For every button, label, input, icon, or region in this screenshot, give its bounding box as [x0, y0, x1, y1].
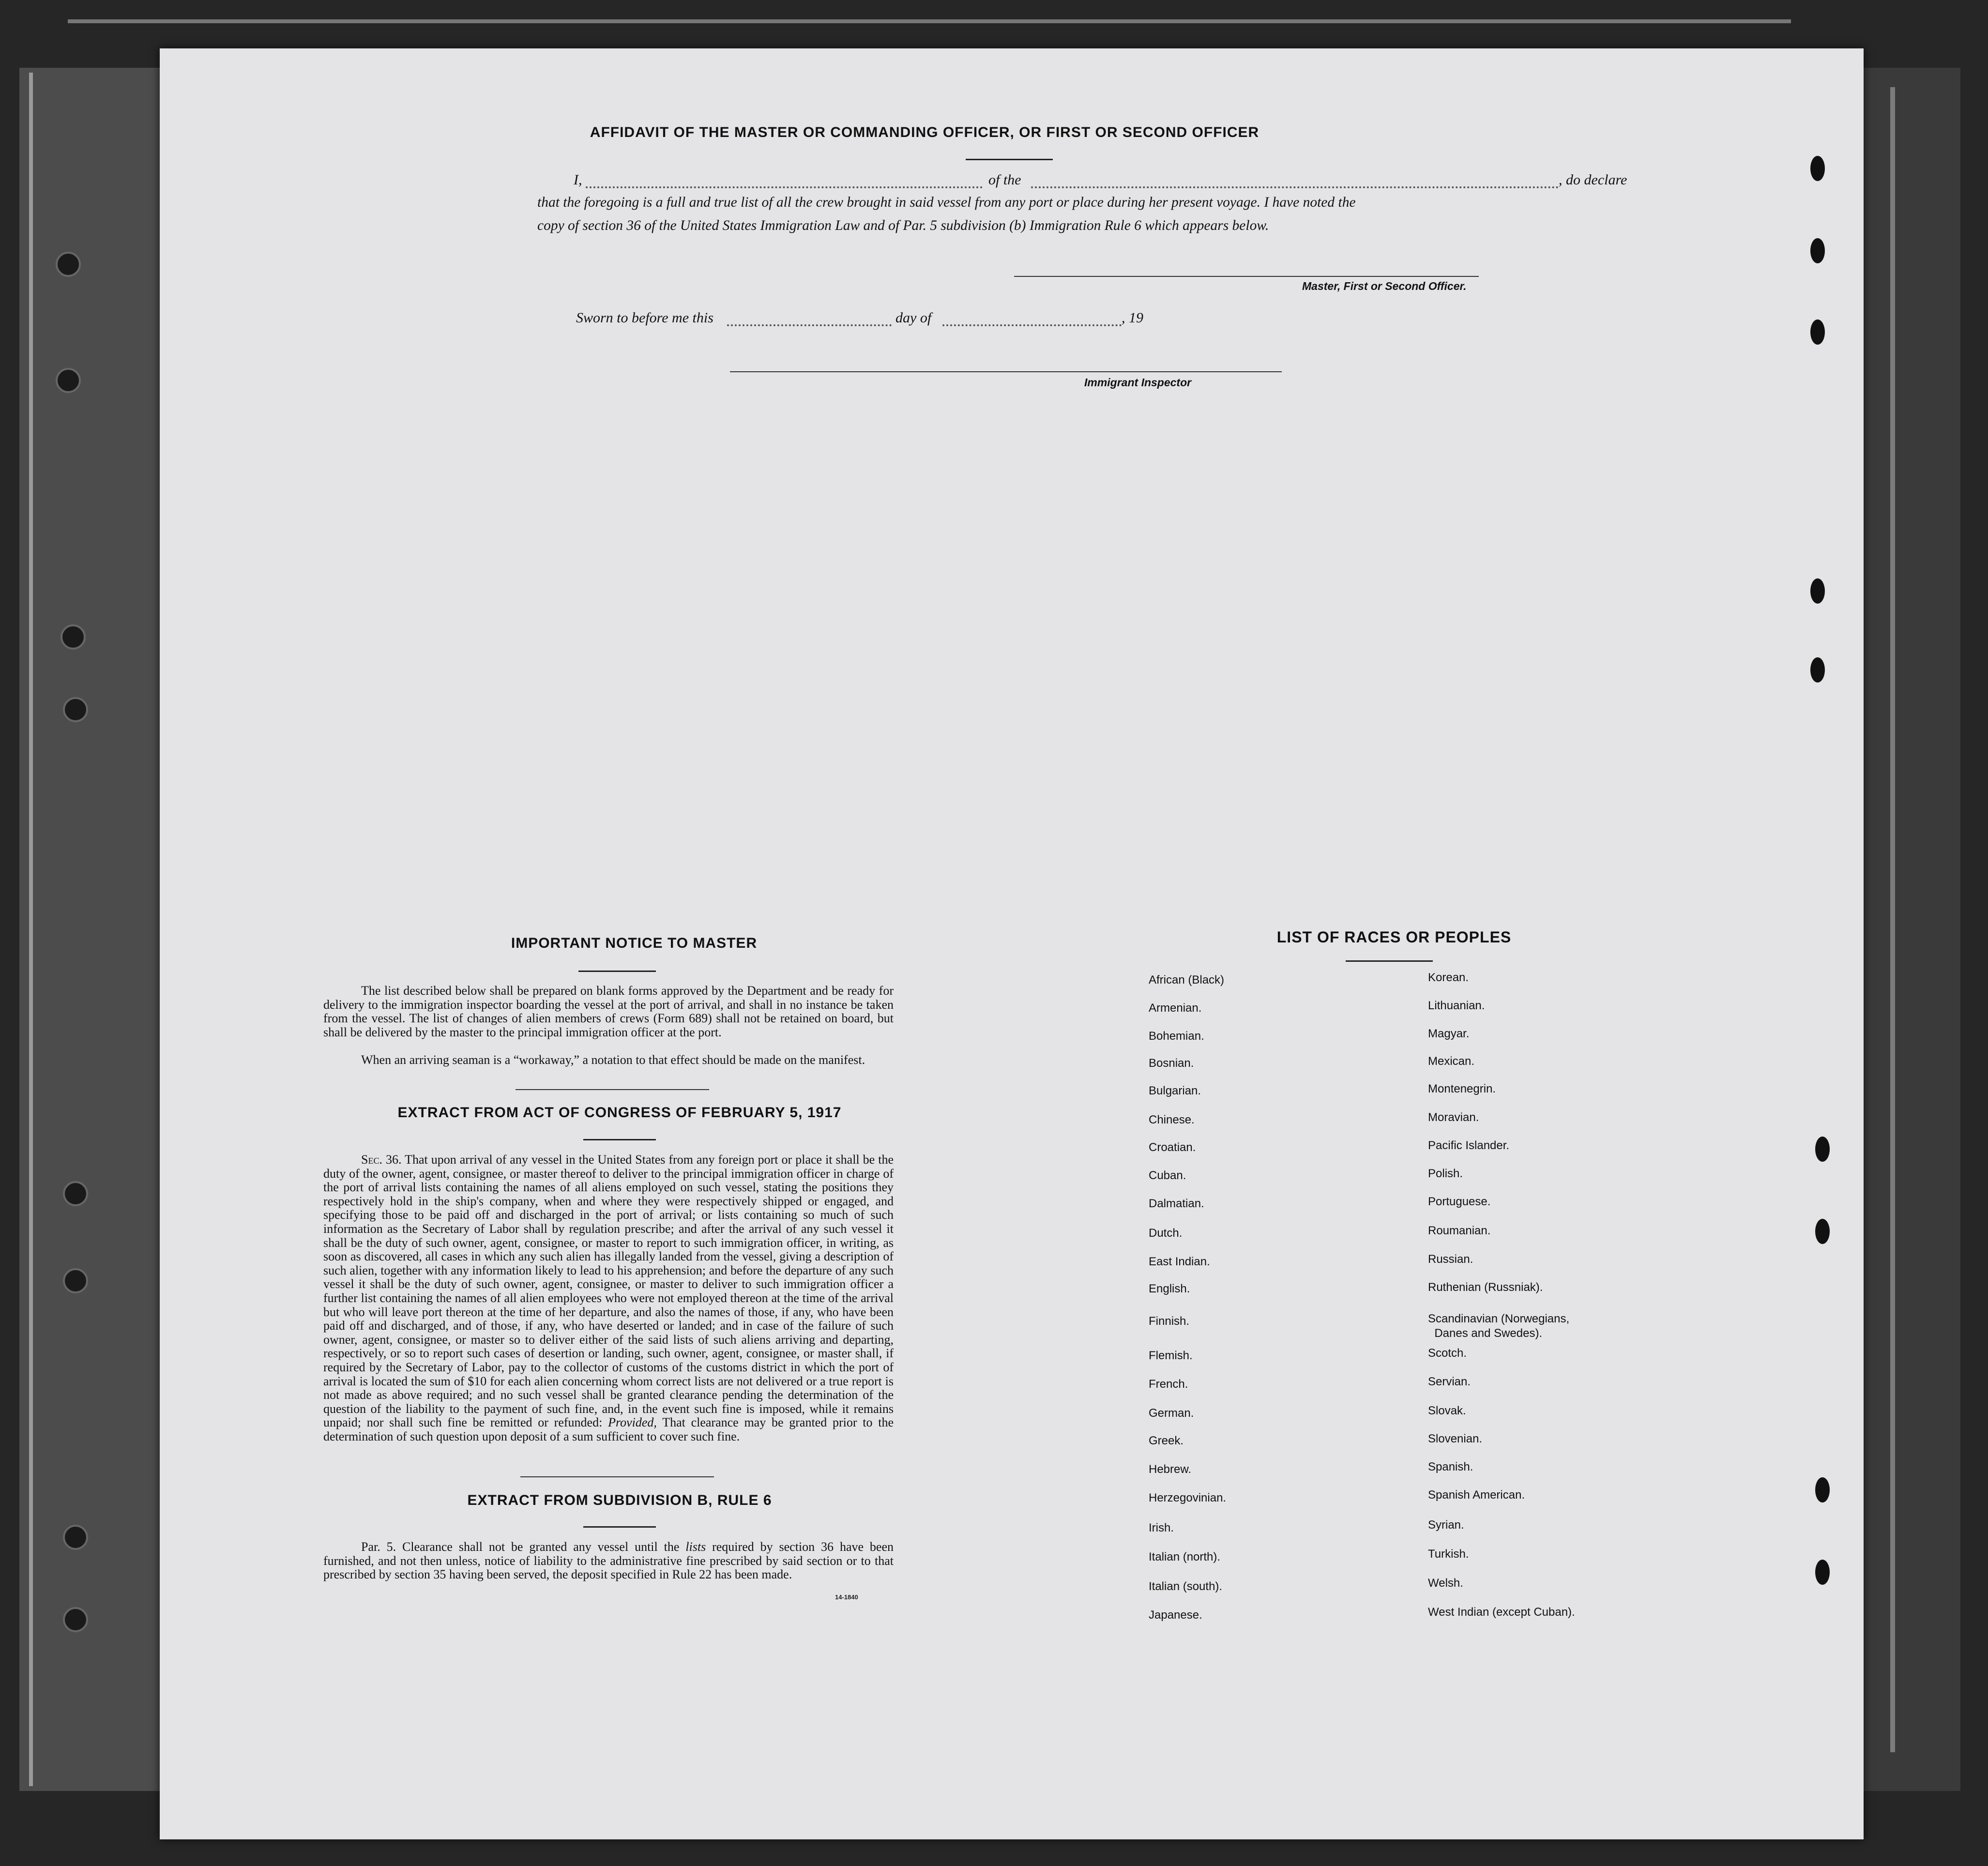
binder-hole-icon [63, 1525, 88, 1550]
binder-hole-icon [63, 1268, 88, 1293]
back-sheet-edge-top [68, 19, 1791, 23]
master-signature-line[interactable] [1014, 276, 1479, 277]
vessel-name-field[interactable] [1031, 186, 1559, 188]
affidavit-title-rule [966, 159, 1053, 160]
race-item: Mexican. [1428, 1055, 1475, 1068]
race-item: Finnish. [1149, 1315, 1190, 1328]
race-item: Chinese. [1149, 1113, 1195, 1126]
binder-hole-icon [63, 697, 88, 722]
act-title-rule [583, 1139, 656, 1140]
race-item: German. [1149, 1407, 1194, 1420]
sworn-month-field[interactable] [942, 324, 1122, 326]
act-end-rule [520, 1476, 714, 1477]
race-item: Welsh. [1428, 1577, 1463, 1590]
race-item: Flemish. [1149, 1349, 1193, 1362]
race-item: Roumanian. [1428, 1224, 1491, 1237]
race-item: Lithuanian. [1428, 999, 1485, 1012]
punch-hole-icon [1815, 1560, 1830, 1585]
race-item: Polish. [1428, 1167, 1463, 1180]
race-item: Montenegrin. [1428, 1082, 1496, 1095]
form-page [160, 48, 1864, 1839]
affidavit-line3: copy of section 36 of the United States Immigration Law and of Par. 5 subdivision (b) Immigration Rule 6 which appears below. [537, 218, 1269, 233]
race-item: Hebrew. [1149, 1463, 1192, 1476]
race-item: Servian. [1428, 1375, 1471, 1388]
punch-hole-icon [1810, 238, 1825, 263]
race-item: Bohemian. [1149, 1030, 1204, 1043]
race-item: Irish. [1149, 1521, 1174, 1534]
back-sheet-right [1854, 68, 1960, 1791]
race-item: African (Black) [1149, 973, 1225, 986]
race-item: Portuguese. [1428, 1195, 1491, 1208]
master-name-field[interactable] [586, 186, 983, 188]
race-item: Cuban. [1149, 1169, 1186, 1182]
race-item: Armenian. [1149, 1001, 1202, 1015]
notice-title: IMPORTANT NOTICE TO MASTER [511, 935, 758, 951]
punch-hole-icon [1815, 1137, 1830, 1162]
race-item: Greek. [1149, 1434, 1184, 1447]
rule6-lists-word: lists [685, 1540, 706, 1554]
punch-hole-icon [1815, 1477, 1830, 1502]
punch-hole-icon [1810, 156, 1825, 181]
race-item: Pacific Islander. [1428, 1139, 1510, 1152]
race-item: Slovenian. [1428, 1432, 1483, 1445]
binder-hole-icon [61, 624, 86, 650]
rule6-part2: required by section 36 have been furnished, and not then unless, notice of liability to the administrative fine prescribed by said section or to that prescribed by section 35 having been served, the deposit specified in Rule 22 has been made. [323, 1540, 894, 1582]
notice-paragraph-2: When an arriving seaman is a “workaway,” a notation to that effect should be made on the manifest. [361, 1053, 865, 1067]
act-title: EXTRACT FROM ACT OF CONGRESS OF FEBRUARY 5, 1917 [397, 1105, 842, 1121]
race-item: Ruthenian (Russniak). [1428, 1281, 1543, 1294]
back-sheet-edge-right [1890, 87, 1895, 1752]
affidavit-line1-mid: of the [988, 172, 1021, 188]
sworn-mid: day of [895, 310, 932, 326]
race-item: Turkish. [1428, 1547, 1469, 1561]
race-item: Spanish American. [1428, 1488, 1525, 1502]
race-item: Herzegovinian. [1149, 1491, 1227, 1504]
rule6-title: EXTRACT FROM SUBDIVISION B, RULE 6 [467, 1492, 772, 1508]
race-item: Italian (south). [1149, 1580, 1223, 1593]
race-item: English. [1149, 1282, 1190, 1295]
binder-hole-icon [56, 368, 81, 393]
binder-hole-icon [63, 1607, 88, 1632]
inspector-signature-line[interactable] [730, 371, 1282, 372]
races-title-rule [1346, 960, 1433, 962]
punch-hole-icon [1810, 657, 1825, 683]
race-item: Bosnian. [1149, 1057, 1194, 1070]
affidavit-line1-end: , do declare [1559, 172, 1627, 188]
master-signature-caption: Master, First or Second Officer. [1302, 280, 1467, 292]
act-section-lead: Sec. 36. [361, 1153, 402, 1167]
race-item: Croatian. [1149, 1141, 1196, 1154]
rule6-paragraph [323, 1540, 894, 1582]
race-item: Syrian. [1428, 1518, 1464, 1532]
race-item: Italian (north). [1149, 1550, 1221, 1563]
rule6-title-rule [583, 1526, 656, 1528]
affidavit-title: AFFIDAVIT OF THE MASTER OR COMMANDING OFFICER, OR FIRST OR SECOND OFFICER [590, 124, 1260, 140]
race-item: Magyar. [1428, 1027, 1470, 1040]
notice-title-rule [578, 971, 656, 972]
act-section-body: That upon arrival of any vessel in the United States from any foreign port or place it shall be the duty of the owner, agent, consignee, or master thereof to deliver to the principal immigration officer in charge of the port of arrival lists containing the names of all aliens employed on such vessel, stating the positions they respectively hold in the ship's company, when and where they were respectively shipped or engaged, and specifying those to be paid off and discharged in the port of arrival; or lists containing so much of such information as the Secretary of Labor shall by regulation prescribe; and after the arrival of any such vessel it shall be the duty of such owner, agent, consignee, or master to report to such immigration officer, in writing, as soon as discovered, all cases in which any such alien has illegally landed from the vessel, giving a description of such alien, together with any information likely to lead to his apprehension; and before the departure of any such vessel it shall be the duty of such owner, agent, consignee, or master to deliver to such immigration officer a further list containing the names of all alien employees who were not employed thereon at the time of the arrival but who will leave port thereon at the time of her departure, and also the names of those, if any, who have been paid off and discharged, and of those, if any, who have deserted or landed; and in case of the failure of such owner, agent, consignee, or master so to deliver either of the said lists of such aliens arriving and departing, respectively, or so to report such cases of desertion or landing, such owner, agent, consignee, or master shall, if required by the Secretary of Labor, pay to the collector of customs of the customs district in which the port of arrival is located the sum of $10 for each alien concerning whom correct lists are not delivered or a true report is not made as above required; and no such vessel shall be granted clearance pending the determination of the question of the liability to the payment of such fine, and, in the event such fine is imposed, while it remains unpaid; nor shall such fine be remitted or refunded: [323, 1153, 894, 1430]
act-proviso-word: Provided, [608, 1415, 657, 1430]
act-section-36 [323, 1153, 894, 1443]
race-item: Scotch. [1428, 1347, 1467, 1360]
race-item: Spanish. [1428, 1460, 1473, 1473]
form-number: 14-1840 [835, 1593, 858, 1601]
sworn-prefix: Sworn to before me this [576, 310, 713, 326]
back-sheet-left [19, 68, 179, 1791]
race-item: Slovak. [1428, 1404, 1466, 1417]
race-item: Bulgarian. [1149, 1084, 1201, 1097]
act-section-body-end: That clearance may be granted prior to the determination of such question upon deposit of a sum sufficient to cover such fine. [323, 1415, 894, 1443]
affidavit-line1-prefix: I, [574, 172, 582, 188]
race-item: Dutch. [1149, 1227, 1183, 1240]
race-item: French. [1149, 1378, 1188, 1391]
race-item: West Indian (except Cuban). [1428, 1606, 1575, 1619]
punch-hole-icon [1815, 1219, 1830, 1244]
race-item: East Indian. [1149, 1255, 1210, 1268]
race-item: Korean. [1428, 971, 1469, 984]
binder-hole-icon [63, 1181, 88, 1206]
sworn-end: , 19 [1122, 310, 1143, 326]
notice-end-rule [516, 1089, 709, 1090]
punch-hole-icon [1810, 319, 1825, 345]
race-item: Japanese. [1149, 1608, 1202, 1622]
race-item: Russian. [1428, 1253, 1473, 1266]
races-title: LIST OF RACES OR PEOPLES [1276, 928, 1512, 946]
binder-hole-icon [56, 252, 81, 277]
rule6-part1: Par. 5. Clearance shall not be granted any vessel until the [361, 1540, 680, 1554]
sworn-day-field[interactable] [727, 324, 892, 326]
notice-paragraph-1: The list described below shall be prepared on blank forms approved by the Department and be ready for delivery to the immigration inspector boarding the vessel at the port of arrival, and shall in no instance be taken from the vessel. The list of changes of alien members of crews (Form 689) shall not be retained on board, but shall be delivered by the master to the principal immigration officer at the port. [323, 984, 894, 1039]
punch-hole-icon [1810, 578, 1825, 604]
race-item: Dalmatian. [1149, 1197, 1204, 1210]
affidavit-line2: that the foregoing is a full and true list of all the crew brought in said vessel from any port or place during her present voyage. I have noted the [537, 195, 1356, 210]
race-item: Moravian. [1428, 1111, 1479, 1124]
race-item: Scandinavian (Norwegians, Danes and Swedes). [1428, 1312, 1570, 1340]
back-sheet-edge-left [29, 73, 33, 1786]
inspector-caption: Immigrant Inspector [1084, 376, 1192, 389]
